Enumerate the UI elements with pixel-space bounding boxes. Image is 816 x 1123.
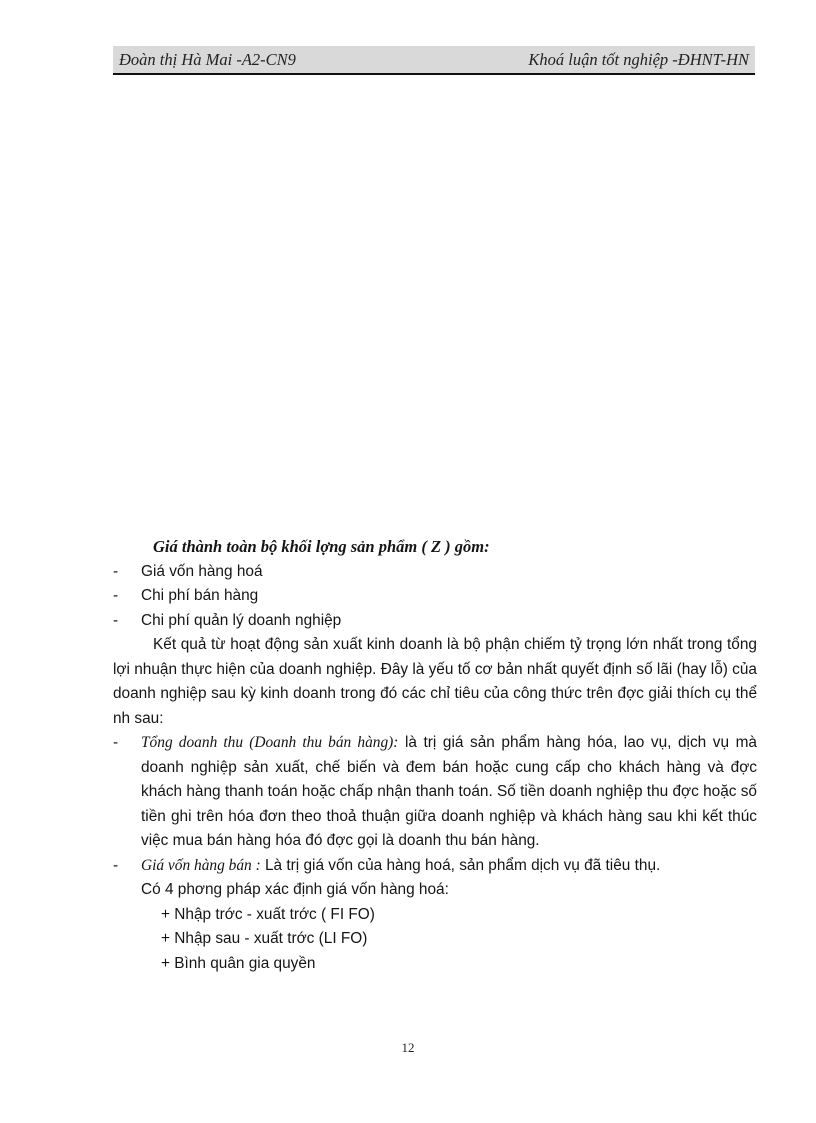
cost-item: Giá vốn hàng hoá xyxy=(141,562,263,580)
header-author: Đoàn thị Hà Mai -A2-CN9 xyxy=(119,50,296,69)
intro-paragraph: Kết quả từ hoạt động sản xuất kinh doanh là bộ phận chiếm tỷ trọng lớn nhất trong tổng lợi nhuận thực hiện của doanh nghiệp. Đây là yếu tố cơ bản nhất quyết định số lãi (hay lỗ) của doanh nghiệp sau kỳ kinh doanh trong đó các chỉ tiêu của công thức trên đợc giải thích cụ thể nh sau: xyxy=(113,636,757,727)
list-item: - Chi phí quản lý doanh nghiệp xyxy=(113,609,757,634)
method-item: + Nhập sau - xuất trớc (LI FO) xyxy=(161,930,368,947)
section-heading: Giá thành toàn bộ khối lợng sản phẩm ( Z ) gồm: xyxy=(153,537,490,556)
method-item: + Bình quân gia quyền xyxy=(161,954,316,972)
definition-term: Tổng doanh thu (Doanh thu bán hàng): xyxy=(141,734,399,751)
list-item: - Giá vốn hàng hoá xyxy=(113,560,757,585)
definition-term: Giá vốn hàng bán : xyxy=(141,856,261,874)
page-header xyxy=(113,46,755,75)
method-item: + Nhập trớc - xuất trớc ( FI FO) xyxy=(161,905,375,923)
definition-item: - Tổng doanh thu (Doanh thu bán hàng): là trị giá sản phẩm hàng hóa, lao vụ, dịch vụ mà doanh nghiệp sản xuất, chế biến và đem bán hoặc cung cấp cho khách hàng và đợc khách hàng thanh toán hoặc chấp nhận thanh toán. Số tiền doanh nghiệp thu đợc hoặc số tiền ghi trên hóa đơn theo thoả thuận giữa doanh nghiệp và khách hàng sau khi kết thúc việc mua bán hàng hóa đó đợc gọi là doanh thu bán hàng. xyxy=(113,734,757,849)
list-item: - Chi phí bán hàng xyxy=(113,584,757,609)
page-number: 12 xyxy=(401,1040,415,1055)
definition-text: Là trị giá vốn của hàng hoá, sản phẩm dịch vụ đã tiêu thụ. xyxy=(260,856,661,874)
header-thesis-title: Khoá luận tốt nghiệp -ĐHNT-HN xyxy=(528,50,749,69)
definition-text: là trị giá sản phẩm hàng hóa, lao vụ, dịch vụ mà doanh nghiệp sản xuất, chế biến và đem bán hoặc cung cấp cho khách hàng và đợc khách hàng thanh toán hoặc chấp nhận thanh toán. Số tiền doanh nghiệp thu đợc hoặc số tiền ghi trên hóa đơn theo thoả thuận giữa doanh nghiệp và khách hàng sau khi kết thúc việc mua bán hàng hóa đó đợc gọi là doanh thu bán hàng. xyxy=(141,734,757,849)
definition-item: - Giá vốn hàng bán : Là trị giá vốn của hàng hoá, sản phẩm dịch vụ đã tiêu thụ. xyxy=(113,856,661,874)
methods-intro: Có 4 phơng pháp xác định giá vốn hàng hoá: xyxy=(141,881,449,898)
cost-item: Chi phí bán hàng xyxy=(141,587,259,604)
cost-item: Chi phí quản lý doanh nghiệp xyxy=(141,611,342,629)
document-body xyxy=(113,535,757,976)
